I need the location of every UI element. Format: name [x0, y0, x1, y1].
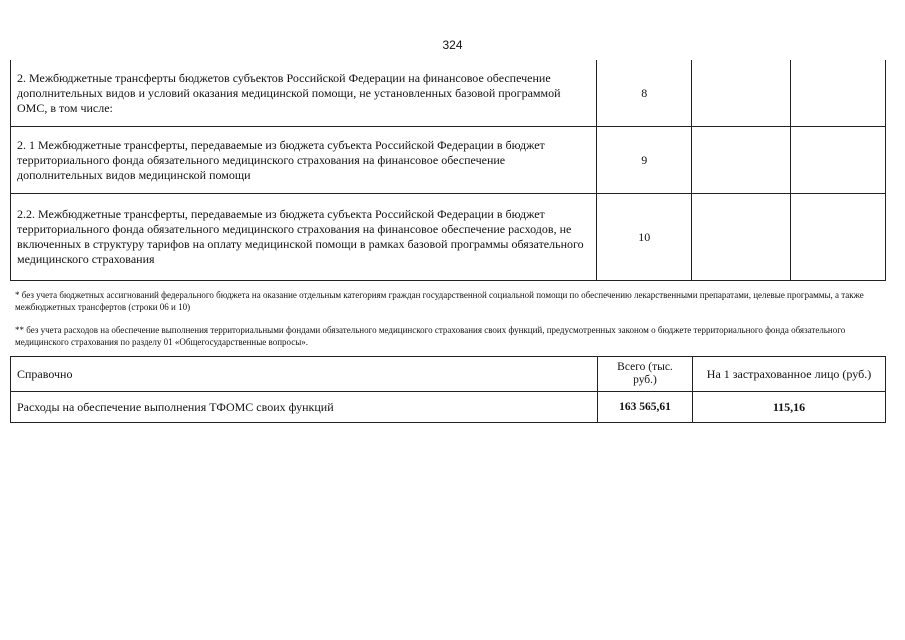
per-person-column-header: На 1 застрахованное лицо (руб.): [693, 357, 886, 392]
reference-data-row: [11, 392, 886, 423]
empty-cell: [791, 127, 886, 194]
page-number: 324: [442, 38, 463, 52]
total-column-header: Всего (тыс. руб.): [598, 357, 693, 392]
table-row: [11, 60, 886, 127]
empty-cell: [692, 127, 791, 194]
reference-row-label: Расходы на обеспечение выполнения ТФОМС своих функций: [11, 392, 598, 423]
row-description: 2. 1 Межбюджетные трансферты, передаваемые из бюджета субъекта Российской Федерации в бюджет территориального фонда обязательного медицинского страхования на финансовое обеспечение дополнительных видов медицинской помощи: [11, 127, 597, 194]
table-row: [11, 127, 886, 194]
reference-table: [10, 356, 886, 423]
empty-cell: [791, 60, 886, 127]
row-line-number: 9: [597, 127, 692, 194]
per-person-value: 115,16: [693, 392, 886, 423]
reference-header-row: [11, 357, 886, 392]
row-line-number: 10: [597, 194, 692, 281]
table-row: [11, 194, 886, 281]
footnote-1: * без учета бюджетных ассигнований федерального бюджета на оказание отдельным категориям граждан государственной социальной помощи по обеспечению лекарственными препаратами, целевые программы, а также межбюджетных трансфертов (строки 06 и 10): [15, 290, 864, 312]
empty-cell: [692, 60, 791, 127]
row-description: 2.2. Межбюджетные трансферты, передаваемые из бюджета субъекта Российской Федерации в бюджет территориального фонда обязательного медицинского страхования на финансовое обеспечение расходов, не включенных в структуру тарифов на оплату медицинской помощи в рамках базовой программы обязательного медицинского страхования: [11, 194, 597, 281]
main-table: [10, 60, 886, 281]
total-value: 163 565,61: [598, 392, 693, 423]
row-line-number: 8: [597, 60, 692, 127]
empty-cell: [791, 194, 886, 281]
row-description: 2. Межбюджетные трансферты бюджетов субъектов Российской Федерации на финансовое обеспечение дополнительных видов и условий оказания медицинской помощи, не установленных базовой программой ОМС, в том числе:: [11, 60, 597, 127]
empty-cell: [692, 194, 791, 281]
reference-label-header: Справочно: [11, 357, 598, 392]
footnote-2: ** без учета расходов на обеспечение выполнения территориальными фондами обязательного медицинского страхования своих функций, предусмотренных законом о бюджете территориального фонда обязательного медицинского страхования по разделу 01 «Общегосударственные вопросы».: [15, 325, 846, 347]
